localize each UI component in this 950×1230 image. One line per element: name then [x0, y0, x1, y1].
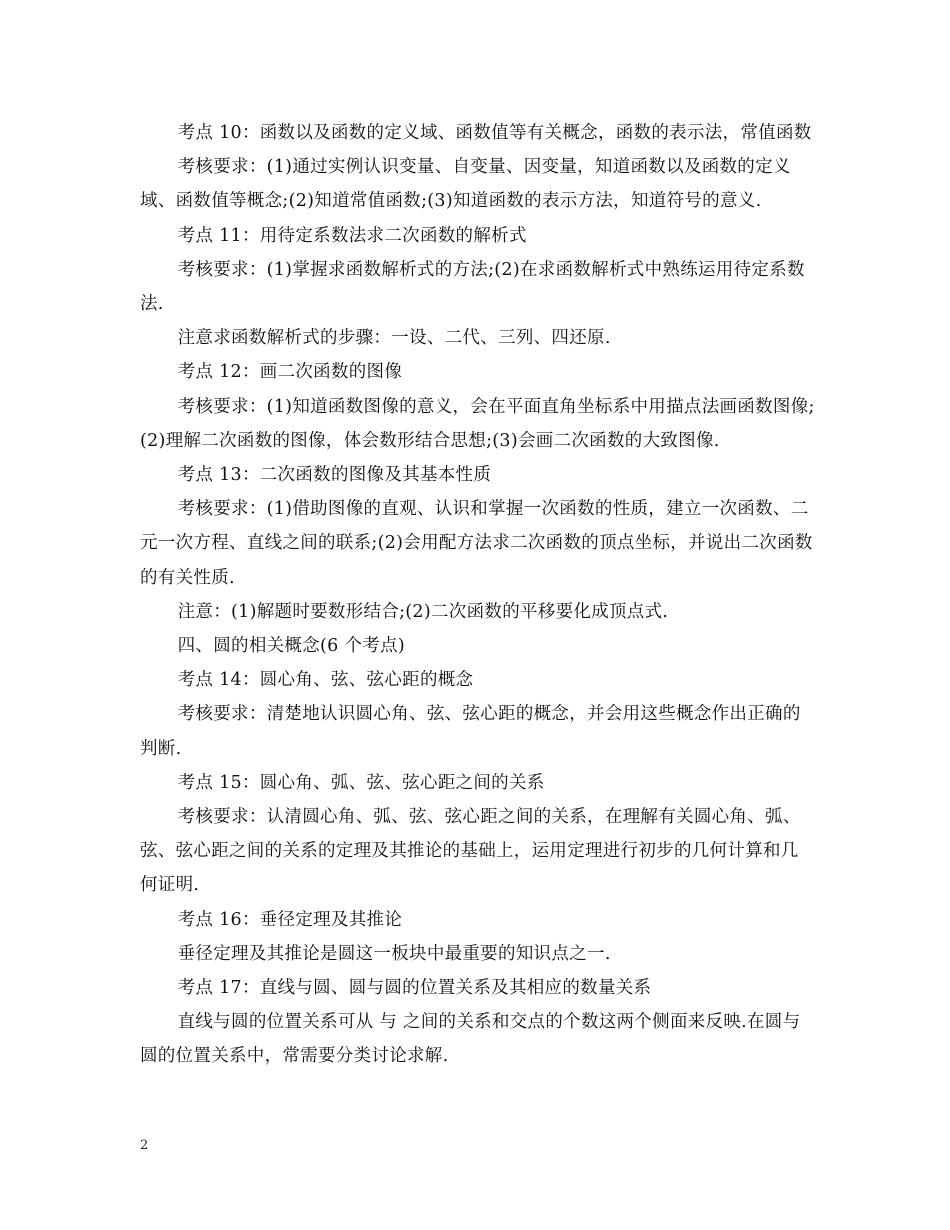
paragraph-note-17: 直线与圆的位置关系可从 与 之间的关系和交点的个数这两个侧面来反映.在圆与圆的位置关系中，常需要分类讨论求解.: [140, 1012, 801, 1067]
paragraph-note-11: 注意求函数解析式的步骤：一设、二代、三列、四还原.: [177, 328, 611, 349]
paragraph-note-16: 垂径定理及其推论是圆这一板块中最重要的知识点之一.: [177, 943, 611, 964]
paragraph-topic-11: 考点 11：用待定系数法求二次函数的解析式: [177, 225, 527, 246]
paragraph-topic-13: 考点 13：二次函数的图像及其基本性质: [177, 465, 492, 486]
paragraph-topic-14: 考点 14：圆心角、弦、弦心距的概念: [177, 670, 474, 691]
paragraph-topic-17: 考点 17：直线与圆、圆与圆的位置关系及其相应的数量关系: [177, 978, 652, 999]
paragraph-note-13: 注意：(1)解题时要数形结合;(2)二次函数的平移要化成顶点式.: [177, 601, 669, 622]
page-number: 2: [140, 1138, 149, 1153]
paragraph-requirement-15: 考核要求：认清圆心角、弧、弦、弦心距之间的关系，在理解有关圆心角、弧、弦、弦心距之间的关系的定理及其推论的基础上，运用定理进行初步的几何计算和几何证明.: [140, 807, 801, 896]
paragraph-requirement-13: 考核要求：(1)借助图像的直观、认识和掌握一次函数的性质，建立一次函数、二元一次方程、直线之间的联系;(2)会用配方法求二次函数的顶点坐标，并说出二次函数的有关性质.: [140, 499, 813, 588]
section-heading-circle: 四、圆的相关概念(6 个考点): [177, 636, 405, 657]
paragraph-requirement-12: 考核要求：(1)知道函数图像的意义，会在平面直角坐标系中用描点法画函数图像;(2)理解二次函数的图像，体会数形结合思想;(3)会画二次函数的大致图像.: [140, 396, 815, 451]
paragraph-requirement-10: 考核要求：(1)通过实例认识变量、自变量、因变量，知道函数以及函数的定义域、函数值等概念;(2)知道常值函数;(3)知道函数的表示方法，知道符号的意义.: [140, 157, 791, 212]
paragraph-requirement-11: 考核要求：(1)掌握求函数解析式的方法;(2)在求函数解析式中熟练运用待定系数法.: [140, 259, 805, 315]
document-body: [140, 116, 816, 1074]
paragraph-topic-16: 考点 16：垂径定理及其推论: [177, 909, 403, 930]
paragraph-topic-12: 考点 12：画二次函数的图像: [177, 362, 403, 383]
paragraph-topic-10: 考点 10：函数以及函数的定义域、函数值等有关概念，函数的表示法，常值函数: [177, 123, 812, 143]
paragraph-requirement-14: 考核要求：清楚地认识圆心角、弦、弦心距的概念，并会用这些概念作出正确的判断.: [140, 704, 801, 759]
paragraph-topic-15: 考点 15：圆心角、弧、弦、弦心距之间的关系: [177, 772, 545, 793]
